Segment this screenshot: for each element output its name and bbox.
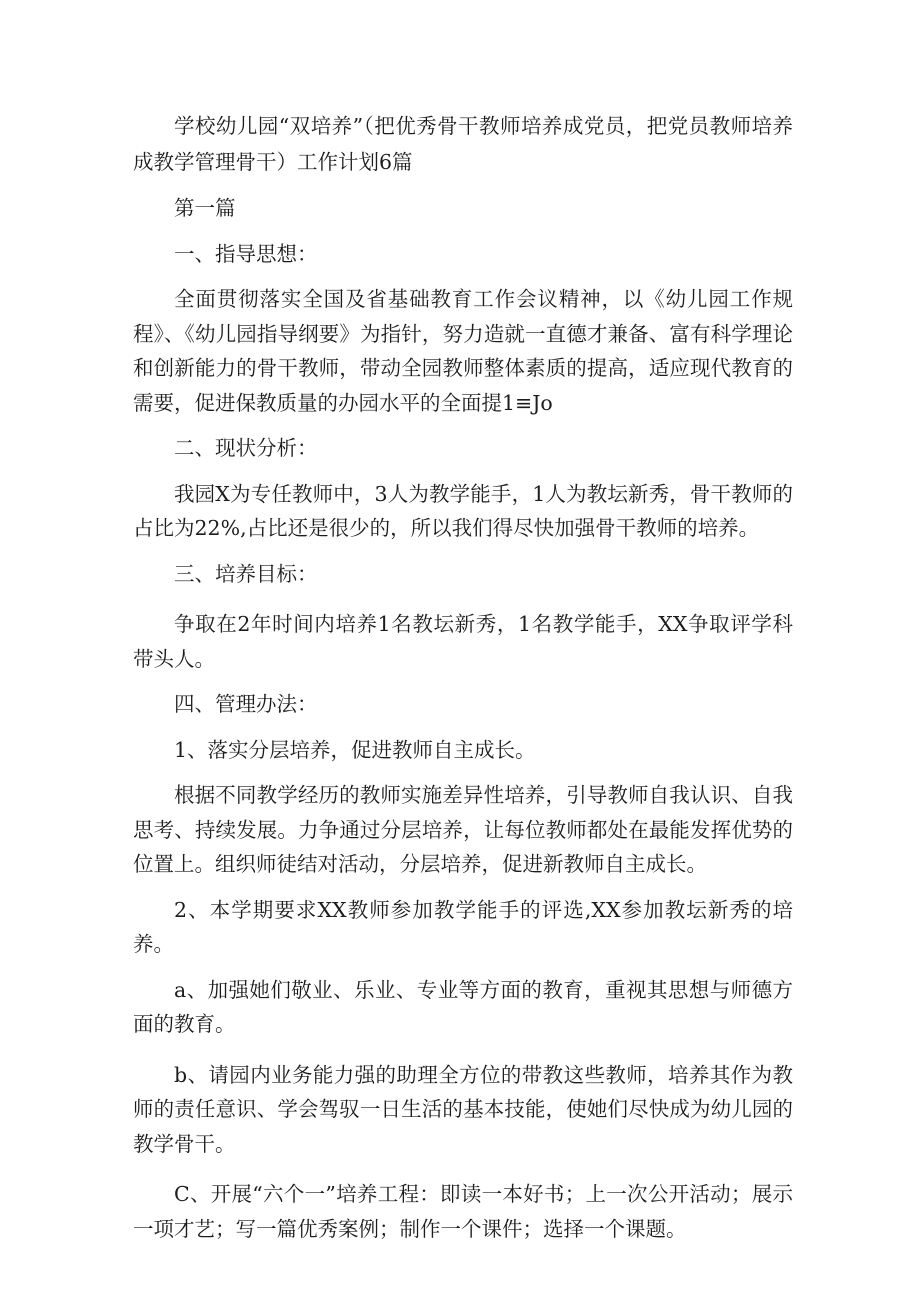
paragraph-guiding-ideology: 全面贯彻落实全国及省基础教育工作会议精神，以《幼儿园工作规程》、《幼儿园指导纲要》为指针，努力造就一直德才兼备、富有科学理论和创新能力的骨干教师，带动全园教师整体素质的提高，适应现代教育的需要，促进保教质量的办园水平的全面提1≡Jo (133, 287, 793, 415)
section-heading-guiding-ideology: 一、指导思想： (174, 241, 318, 266)
paragraph-layered-training: 1、落实分层培养，促进教师自主成长。 (174, 737, 536, 762)
part-heading: 第一篇 (174, 196, 236, 220)
paragraph-item-b: b、请园内业务能力强的助理全方位的带教这些教师，培养其作为教师的责任意识、学会驾驭一日生活的基本技能，使她们尽快成为幼儿园的教学骨干。 (133, 1062, 793, 1156)
paragraph-item-a: a、加强她们敬业、乐业、专业等方面的教育，重视其思想与师德方面的教育。 (133, 977, 793, 1036)
paragraph-current-analysis: 我园X为专任教师中，3人为教学能手，1人为教坛新秀，骨干教师的占比为22%,占比还是很少的，所以我们得尽快加强骨干教师的培养。 (133, 481, 793, 540)
paragraph-semester-requirements: 2、本学期要求XX教师参加教学能手的评选,XX参加教坛新秀的培养。 (133, 897, 793, 956)
document-title: 学校幼儿园“双培养”（把优秀骨干教师培养成党员，把党员教师培养成教学管理骨干）工作计划6篇 (133, 114, 793, 174)
paragraph-training-goals: 争取在2年时间内培养1名教坛新秀，1名教学能手，XX争取评学科带头人。 (133, 612, 793, 671)
document-body (133, 108, 793, 1246)
paragraph-differentiated-training: 根据不同教学经历的教师实施差异性培养，引导教师自我认识、自我思考、持续发展。力争通过分层培养，让每位教师都处在最能发挥优势的位置上。组织师徒结对活动，分层培养，促进新教师自主成长。 (133, 783, 793, 876)
section-heading-training-goals: 三、培养目标： (174, 561, 318, 586)
paragraph-item-c: C、开展“六个一”培养工程：即读一本好书；上一次公开活动；展示一项才艺；写一篇优秀案例；制作一个课件；选择一个课题。 (133, 1182, 793, 1241)
section-heading-current-analysis: 二、现状分析： (174, 436, 318, 460)
section-heading-management-methods: 四、管理办法： (174, 692, 318, 716)
